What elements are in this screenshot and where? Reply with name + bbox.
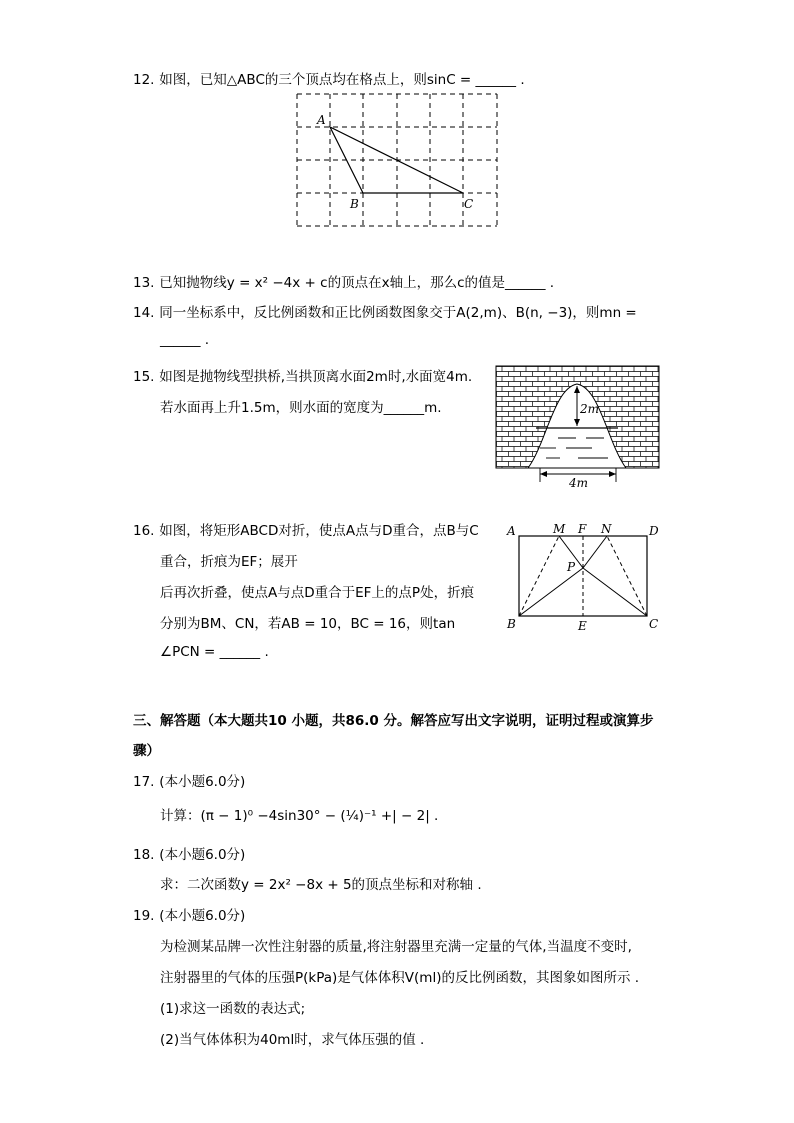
q12-number: 12. xyxy=(133,72,155,88)
label-c16: C xyxy=(649,617,659,631)
q18-line xyxy=(133,843,245,863)
q13-number: 13. xyxy=(133,275,155,291)
q16-text-4: 分别为BM、CN，若AB = 10，BC = 16，则tan xyxy=(160,616,456,632)
section3-heading-1: 三、解答题（本大题共10 小题，共86.0 分。解答应写出文字说明，证明过程或演算步 xyxy=(133,713,654,729)
q16-text-2: 重合，折痕为EF；展开 xyxy=(160,554,298,570)
label-a16: A xyxy=(507,524,516,538)
label-m: M xyxy=(553,522,566,536)
q14-line1 xyxy=(133,301,637,321)
q18-number: 18. xyxy=(133,847,155,863)
label-n: N xyxy=(601,522,612,536)
label-p: P xyxy=(567,560,576,574)
q16-text-5: ∠PCN = ______ . xyxy=(160,644,269,660)
q19-line xyxy=(133,904,245,924)
label-b: B xyxy=(350,197,359,211)
label-f: F xyxy=(578,522,587,536)
q15-number: 15. xyxy=(133,369,155,385)
q13-text: 已知抛物线y = x² −4x + c的顶点在x轴上，那么c的值是______ . xyxy=(159,275,555,291)
q16-text-1: 如图，将矩形ABCD对折，使点A点与D重合，点B与C xyxy=(159,523,479,539)
label-2m: 2m xyxy=(580,402,600,416)
q12-grid-figure xyxy=(297,94,497,229)
label-4m: 4m xyxy=(569,476,589,490)
q19-text-1: 为检测某品牌一次性注射器的质量,将注射器里充满一定量的气体,当温度不变时, xyxy=(160,939,632,955)
label-c: C xyxy=(464,197,474,211)
q13-line xyxy=(133,271,554,291)
q16-text-3: 后再次折叠，使点A与点D重合于EF上的点P处，折痕 xyxy=(160,585,475,601)
q15-text-1: 如图是抛物线型拱桥,当拱顶离水面2m时,水面宽4m. xyxy=(159,369,473,385)
q14-text-2: ______ . xyxy=(160,332,210,348)
q14-number: 14. xyxy=(133,305,155,321)
label-a: A xyxy=(317,113,326,127)
q18-score: (本小题6.0分) xyxy=(159,847,246,863)
q19-score: (本小题6.0分) xyxy=(159,908,246,924)
q19-text-4: (2)当气体体积为40ml时，求气体压强的值 . xyxy=(160,1032,425,1048)
q19-text-3: (1)求这一函数的表达式; xyxy=(160,1001,306,1017)
q12-line xyxy=(133,68,525,88)
label-d: D xyxy=(649,524,659,538)
q17-line xyxy=(133,770,245,790)
q12-text: 如图，已知△ABC的三个顶点均在格点上，则sinC = ______ . xyxy=(159,72,525,88)
q16-rectangle-figure xyxy=(505,520,665,635)
q19-number: 19. xyxy=(133,908,155,924)
q14-text-1: 同一坐标系中，反比例函数和正比例函数图象交于A(2,m)、B(n, −3)，则mn = xyxy=(159,305,637,321)
q15-text-2: 若水面再上升1.5m，则水面的宽度为______m. xyxy=(160,400,442,416)
q17-text: 计算：(π − 1)⁰ −4sin30° − (¼)⁻¹ +| − 2| . xyxy=(160,808,439,824)
q15-line1 xyxy=(133,365,472,385)
section3-heading-2: 骤） xyxy=(133,743,160,759)
q17-number: 17. xyxy=(133,774,155,790)
q17-score: (本小题6.0分) xyxy=(159,774,246,790)
q16-number: 16. xyxy=(133,523,155,539)
q19-text-2: 注射器里的气体的压强P(kPa)是气体体积V(ml)的反比例函数，其图象如图所示 . xyxy=(160,970,640,986)
label-e: E xyxy=(578,619,587,633)
label-b16: B xyxy=(507,617,516,631)
q16-line1 xyxy=(133,519,479,539)
rect-abcd xyxy=(519,536,647,616)
q15-bridge-figure xyxy=(496,366,659,490)
q18-text: 求：二次函数y = 2x² −8x + 5的顶点坐标和对称轴 . xyxy=(160,877,482,893)
